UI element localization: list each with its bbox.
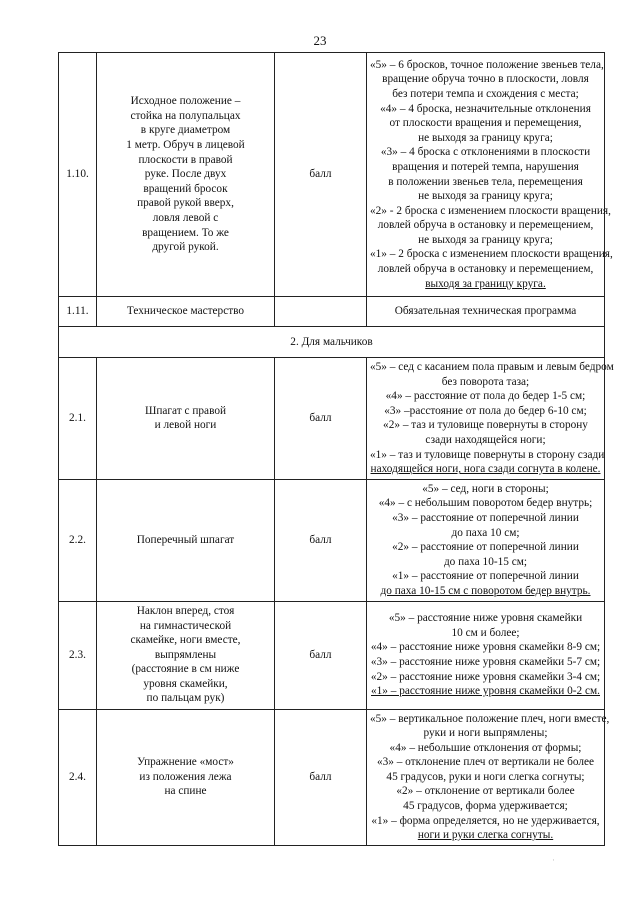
unit-cell: балл [275,479,367,601]
exercise-line: на гимнастической [139,619,232,632]
criteria-line: не выходя за границу круга; [418,190,553,203]
table-body-boys [59,358,614,846]
exercise-line: правой рукой вверх, [137,197,234,210]
exercise-cell [97,53,275,297]
criteria-line: вращения и потерей темпа, нарушения [392,160,579,173]
criteria-line: «4» – 4 броска, незначительные отклонения [380,102,591,115]
criteria-line: «5» – сед с касанием пола правым и левым бедром [370,361,614,373]
criteria-line: вращение обруча точно в плоскости, ловля [382,73,589,86]
row-number: 1.11. [59,297,97,327]
criteria-cell [367,479,605,601]
criteria-cell [367,709,610,845]
page-number: 23 [313,33,327,48]
criteria-line: «3» – расстояние ниже уровня скамейки 5-7 см; [370,656,601,668]
exercise-line: Шпагат с правой [144,404,227,417]
criteria-line: до паха 10-15 см с поворотом бедер внутрь. [380,584,591,597]
exercise-line: на спине [164,785,207,798]
criteria-line: не выходя за границу круга; [418,233,553,246]
criteria-line: 10 см и более; [451,626,520,639]
criteria-line: до паха 10 см; [451,526,520,539]
exercise-line: уровня скамейки, [143,677,228,690]
criteria-line: не выходя за границу круга; [418,131,553,144]
unit-cell: балл [275,358,367,480]
scan-dot: · [552,855,555,865]
norms-table [58,52,614,846]
criteria-line: в положении звеньев тела, перемещения [388,175,583,188]
criteria-line: Обязательная техническая программа [394,305,577,318]
criteria-line: руки и ноги выпрямлены; [423,727,548,740]
row-number: 2.3. [59,601,97,709]
exercise-line: вращением. То же [142,226,229,239]
row-number: 2.1. [59,358,97,480]
table-row [59,601,605,709]
exercise-line: (расстояние в см ниже [131,663,240,676]
table-row [59,358,605,480]
criteria-line: «1» – расстояние ниже уровня скамейки 0-2 см. [371,685,600,698]
criteria-cell [367,53,613,297]
criteria-line: «5» – сед, ноги в стороны; [422,482,549,495]
criteria-line: «5» – вертикальное положение плеч, ноги вместе, [370,712,610,725]
unit-cell: балл [275,53,367,297]
criteria-line: «4» – с небольшим поворотом бедер внутрь; [378,497,593,510]
unit-cell: балл [275,709,367,845]
exercise-line: и левой ноги [154,419,217,432]
row-number: 2.4. [59,709,97,845]
row-number: 1.10. [59,53,97,297]
exercise-line: в круге диаметром [140,124,231,137]
exercise-line: из положения лежа [139,770,232,783]
exercise-line: руке. После двух [144,168,227,181]
unit-cell: балл [275,601,367,709]
criteria-line: «5» – расстояние ниже уровня скамейки [388,612,583,625]
criteria-line: «5» – 6 бросков, точное положение звеньев тела, [370,58,604,71]
criteria-cell [367,601,605,709]
criteria-line: от плоскости вращения и перемещения, [389,117,582,130]
exercise-line: другой рукой. [152,241,219,254]
table-body-top [59,53,613,327]
criteria-line: «3» – 4 броска с отклонениями в плоскости [380,146,591,159]
exercise-line: скамейке, ноги вместе, [130,634,241,647]
exercise-line: Наклон вперед, стоя [136,604,235,617]
criteria-line: «3» – отклонение плеч от вертикали не более [376,756,595,769]
criteria-line: «1» – расстояние от поперечной линии [392,570,579,583]
exercise-line: Поперечный шпагат [136,533,235,546]
exercise-cell [97,358,275,480]
criteria-line: ловлей обруча в остановку и перемещением, [377,263,594,276]
table-row [59,53,605,297]
criteria-line: без поворота таза; [441,375,530,388]
criteria-line: ноги и руки слегка согнуты. [417,829,554,842]
exercise-cell [97,297,275,327]
table-row [59,709,605,845]
criteria-line: «2» - 2 броска с изменением плоскости вращения, [370,204,611,217]
exercise-cell [97,709,275,845]
exercise-line: стойка на полупальцах [130,109,241,122]
exercise-cell [97,601,275,709]
exercise-cell [97,479,275,601]
criteria-line: «2» – таз и туловище повернуты в сторону [383,419,588,432]
row-number: 2.2. [59,479,97,601]
exercise-line: ловля левой с [152,211,219,224]
criteria-line: «4» – небольшие отклонения от формы; [389,741,582,754]
exercise-line: вращений бросок [143,182,228,195]
exercise-line: 1 метр. Обруч в лицевой [126,139,245,152]
criteria-line: «4» – расстояние ниже уровня скамейки 8-9 см; [370,641,601,654]
section-row [59,327,605,358]
criteria-line: 45 градусов, руки и ноги слегка согнуты; [386,770,585,783]
exercise-line: Упражнение «мост» [137,756,234,769]
criteria-line: 45 градусов, форма удерживается; [403,800,568,813]
criteria-line: находящейся ноги, нога сзади согнута в колене. [370,463,601,476]
criteria-line: «1» – форма определяется, но не удерживается, [371,814,600,827]
criteria-line: «2» – отклонение от вертикали более [396,785,575,798]
criteria-line: до паха 10-15 см; [443,555,528,568]
criteria-line: «3» – расстояние от поперечной линии [392,511,579,524]
criteria-cell [367,297,605,327]
criteria-line: ловлей обруча в остановку и перемещением, [377,219,594,232]
table-row [59,479,605,601]
section-header-body [59,327,605,358]
criteria-line: «1» – таз и туловище повернуты в сторону сзади [370,448,605,461]
exercise-line: плоскости в правой [138,153,233,166]
criteria-line: выходя за границу круга. [425,277,546,290]
exercise-line: Исходное положение – [130,95,241,108]
table-row [59,297,605,327]
criteria-line: «2» – расстояние ниже уровня скамейки 3-4 см; [370,670,601,683]
criteria-line: «4» – расстояние от пола до бедер 1-5 см; [385,390,586,403]
criteria-line: без потери темпа и схождения с места; [392,87,579,100]
criteria-line: сзади находящейся ноги; [425,433,546,446]
unit-cell [275,297,367,327]
criteria-line: «1» – 2 броска с изменением плоскости вращения, [370,248,613,261]
section-title: 2. Для мальчиков [59,327,605,358]
criteria-line: «3» –расстояние от пола до бедер 6-10 см; [384,404,587,417]
exercise-line: Техническое мастерство [126,305,245,318]
criteria-line: «2» – расстояние от поперечной линии [392,541,579,554]
criteria-cell [367,358,614,480]
exercise-line: выпрямлены [154,648,217,661]
exercise-line: по пальцам рук) [146,692,225,705]
